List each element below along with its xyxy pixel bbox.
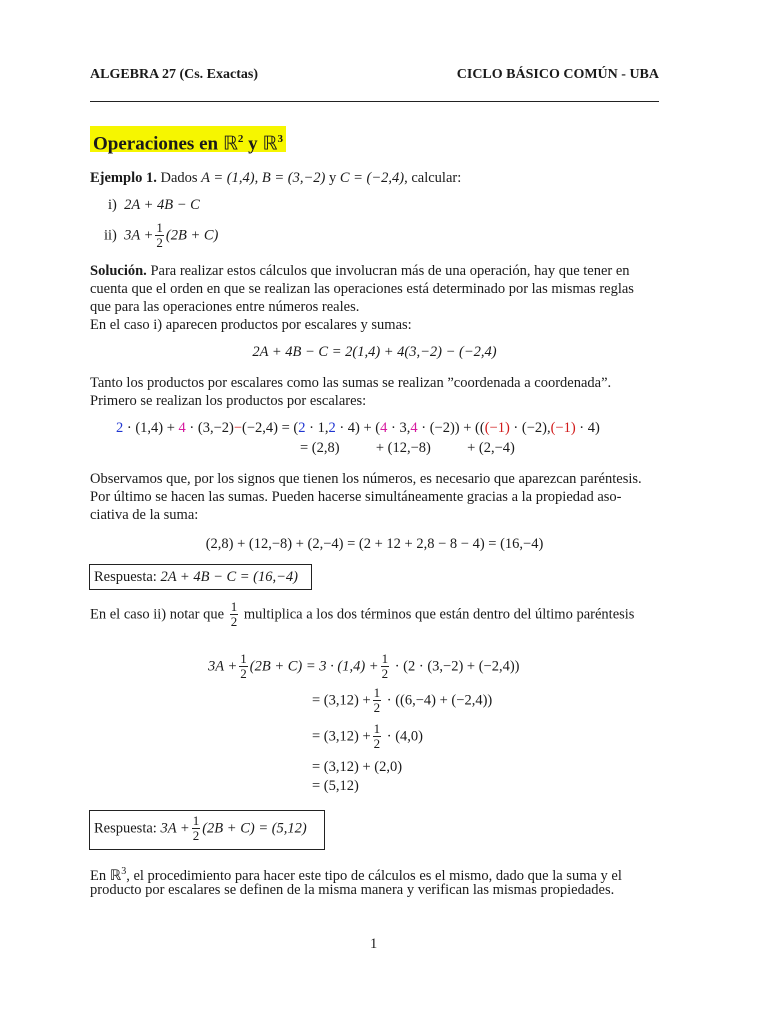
solution-label: Solución. [90,263,147,279]
page-number: 1 [370,936,378,952]
answer-box-2 [89,810,325,850]
fraction-one-half: $\frac{1}{2}$ [381,651,389,681]
paragraph-3-line-3: ciativa de la suma: [90,507,199,523]
example-statement: Ejemplo 1. Dados A = (1,4), B = (3,−2) y C = (−2,4), calcular: [90,170,462,186]
paragraph-5-line-1: En ℝ$^3$, el procedimiento para hacer este tipo de cálculos es el mismo, dado que la suma y el [90,866,622,884]
fraction-one-half: $\frac{1}{2}$ [156,220,163,250]
fraction-one-half: $\frac{1}{2}$ [373,721,381,751]
paragraph-2-line-2: Primero se realizan los productos por escalares: [90,393,367,409]
solution-line-4: En el caso i) aparecen productos por escalares y sumas: [90,317,412,333]
header-course: ALGEBRA 27 (Cs. Exactas) [90,67,259,82]
equation-4-line-2: = (3,12) + $\frac{1}{2}$ · ((6,−4) + (−2,4)) [312,685,493,715]
paragraph-4: En el caso ii) notar que $\frac{1}{2}$ multiplica a los dos términos que están dentro del último paréntesis [90,599,635,629]
answer-2-text: Respuesta: 3A + $\frac{1}{2}$ (2B + C) = (5,12) [94,813,307,843]
fraction-one-half: $\frac{1}{2}$ [240,651,247,681]
header-institution: CICLO BÁSICO COMÚN - UBA [456,67,659,82]
equation-4-line-5: = (5,12) [312,778,359,794]
example-item-2: ii) 3A + $\frac{1}{2}$ (2B + C) [104,220,219,250]
answer-1-text: Respuesta: 2A + 4B − C = (16,−4) [94,569,298,585]
paragraph-2-line-1: Tanto los productos por escalares como las sumas se realizan ”coordenada a coordenada”. [90,375,612,391]
fraction-one-half: $\frac{1}{2}$ [373,685,381,715]
equation-1: 2A + 4B − C = 2(1,4) + 4(3,−2) − (−2,4) [252,344,497,360]
equation-2-line-2: = (2,8) + (12,−8) + (2,−4) [300,440,515,456]
example-item-1: i) 2A + 4B − C [108,197,200,213]
fraction-one-half: $\frac{1}{2}$ [230,599,238,629]
equation-4-line-4: = (3,12) + (2,0) [312,759,403,775]
header-rule [90,101,659,102]
example-label: Ejemplo 1. [90,170,157,186]
paragraph-3-line-1: Observamos que, por los signos que tienen los números, es necesario que aparezcan paréntesis. [90,471,642,487]
solution-line-3: que para las operaciones entre números reales. [90,299,360,315]
answer-box-1 [89,564,312,590]
paragraph-3-line-2: Por último se hacen las sumas. Pueden hacerse simultáneamente gracias a la propiedad aso- [90,489,622,505]
solution-line-2: cuenta que el orden en que se realizan las operaciones está determinado por las mismas reglas [90,281,634,297]
equation-4-line-1: 3A + $\frac{1}{2}$ (2B + C) = 3 · (1,4) + $\frac{1}{2}$ · (2 · (3,−2) + (−2,4)) [208,651,520,681]
fraction-one-half: $\frac{1}{2}$ [192,813,200,843]
equation-4-line-3: = (3,12) + $\frac{1}{2}$ · (4,0) [312,721,424,751]
section-title: Operaciones en ℝ$^2$ y ℝ$^3$ [90,126,286,152]
equation-3: (2,8) + (12,−8) + (2,−4) = (2 + 12 + 2,8 − 8 − 4) = (16,−4) [205,536,544,552]
paragraph-5-line-2: producto por escalares se definen de la misma manera y verifican las mismas propiedades. [90,882,615,898]
equation-2-line-1: 2 · (1,4) + 4 · (3,−2)−(−2,4) = (2 · 1,2 · 4) + (4 · 3,4 · (−2)) + (((−1) · (−2),(−1) · 4) [116,420,600,436]
solution-line-1: Solución. Para realizar estos cálculos que involucran más de una operación, hay que tener en [90,263,630,279]
